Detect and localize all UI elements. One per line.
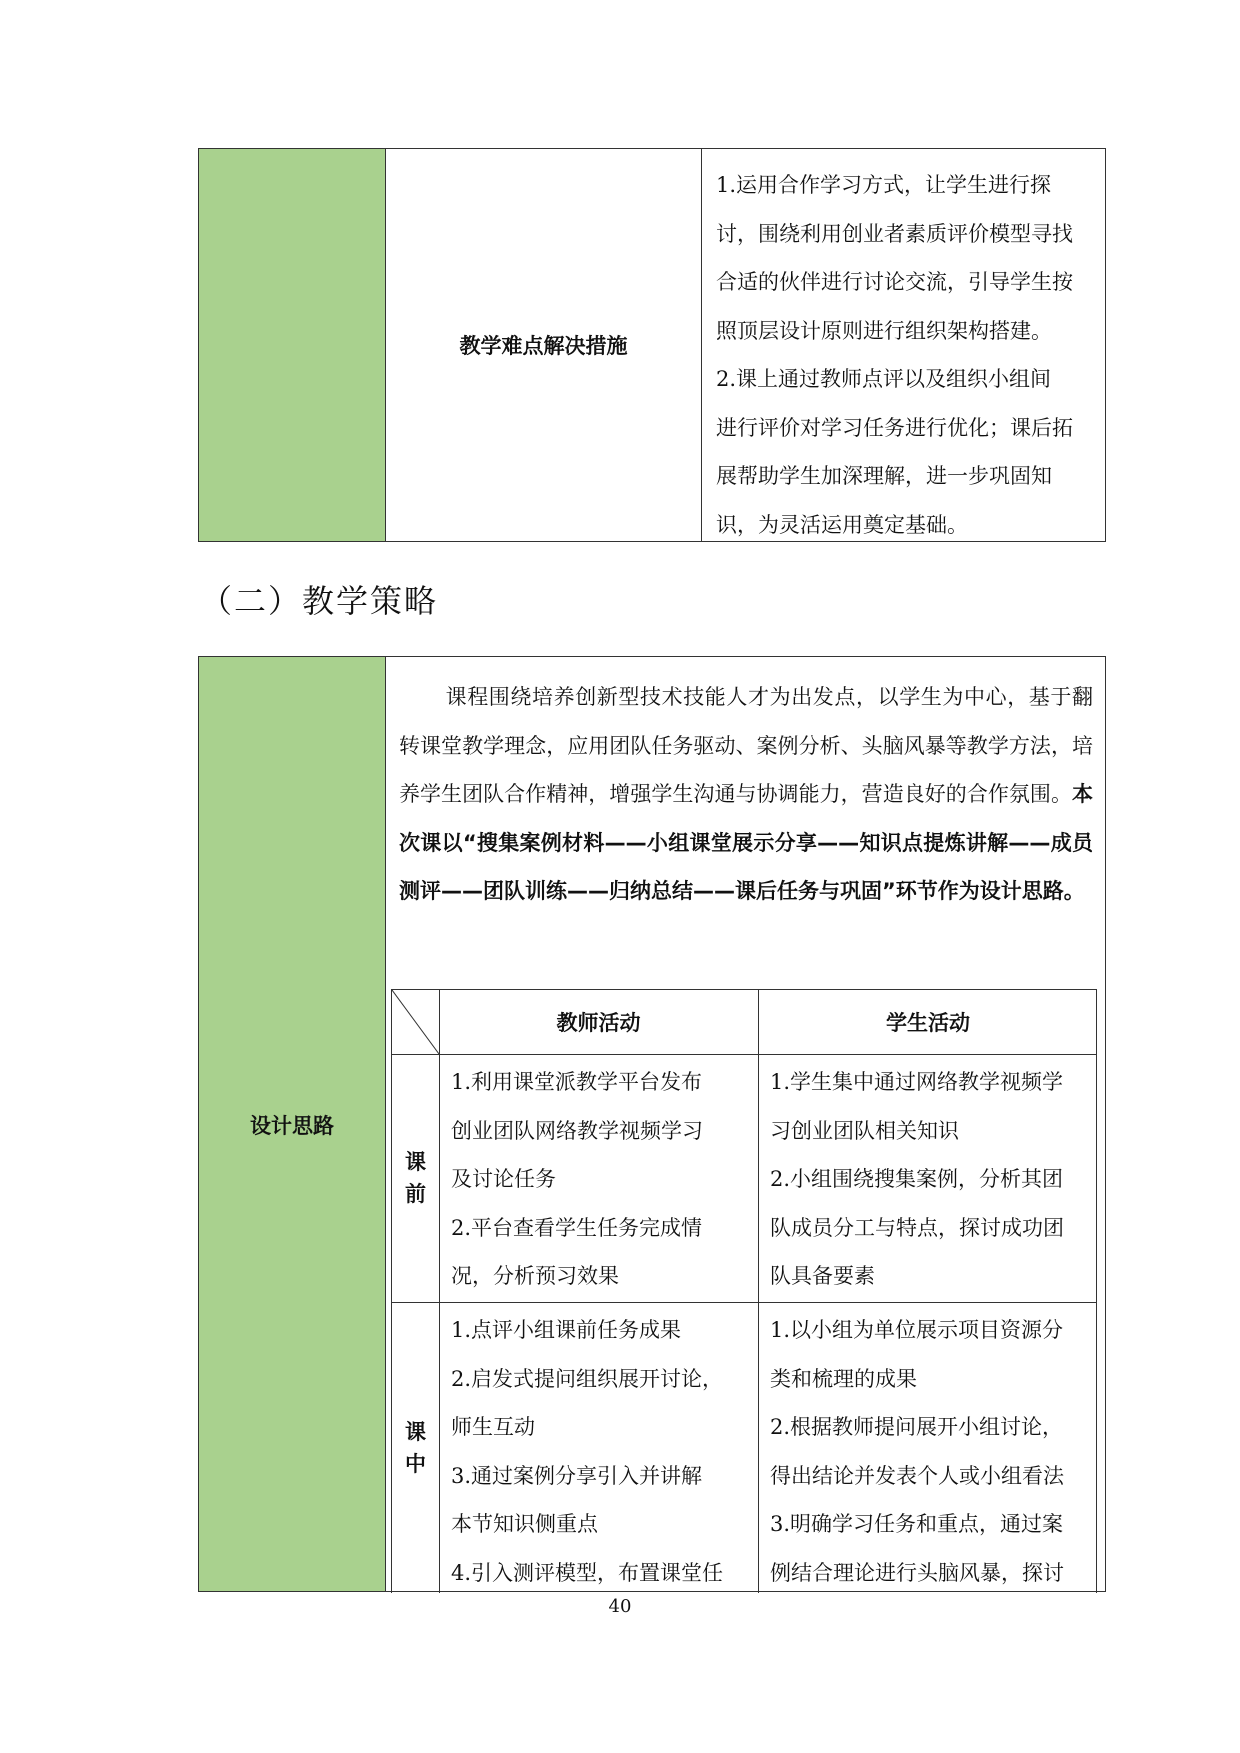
in-class-teacher-cell bbox=[439, 1302, 758, 1597]
text-line: 2.平台查看学生任务完成情 bbox=[451, 1215, 703, 1240]
pre-class-student-cell bbox=[758, 1054, 1098, 1301]
intro-plain-text: 课程围绕培养创新型技术技能人才为出发点，以学生为中心，基于翻转课堂教学理念，应用团队任务驱动、案例分析、头脑风暴等教学方法，培养学生团队合作精神，增强学生沟通与协调能力，营造良好的合作氛围。 bbox=[399, 685, 1093, 806]
text-line: 讨，围绕利用创业者素质评价模型寻找 bbox=[716, 221, 1073, 246]
text-line: 展帮助学生加深理解，进一步巩固知 bbox=[716, 464, 1052, 488]
table-bottom-border bbox=[198, 1591, 1106, 1592]
green-label-column bbox=[199, 149, 386, 541]
text-line: 习创业团队相关知识 bbox=[770, 1118, 959, 1143]
design-idea-label-text: 设计思路 bbox=[250, 1113, 334, 1138]
text-line: 本节知识侧重点 bbox=[451, 1512, 598, 1536]
text-line: 2.启发式提问组织展开讨论， bbox=[451, 1366, 724, 1391]
text-line: 4.引入测评模型，布置课堂任 bbox=[451, 1560, 724, 1585]
text-line: 1.点评小组课前任务成果 bbox=[451, 1318, 682, 1342]
text-line: 况，分析预习效果 bbox=[451, 1264, 619, 1288]
stage-label: 课中 bbox=[405, 1420, 426, 1476]
text-line: 例结合理论进行头脑风暴，探讨 bbox=[770, 1560, 1064, 1585]
design-idea-label bbox=[199, 657, 386, 1592]
pre-class-teacher-cell bbox=[439, 1054, 758, 1301]
text-line: 2.小组围绕搜集案例，分析其团 bbox=[770, 1167, 1064, 1191]
stage-pre-class bbox=[392, 1054, 439, 1302]
difficulty-table bbox=[198, 148, 1106, 542]
stage-label: 课前 bbox=[405, 1150, 426, 1206]
design-intro-paragraph bbox=[399, 673, 1093, 916]
section-heading: （二）教学策略 bbox=[200, 582, 439, 620]
activity-table bbox=[391, 989, 1097, 1593]
text-line: 2.课上通过教师点评以及组织小组间 bbox=[716, 367, 1052, 391]
intro-bold-text: 本次课以“搜集案例材料——小组课堂展示分享——知识点提炼讲解——成员测评——团队训练——归纳总结——课后任务与巩固”环节作为设计思路。 bbox=[399, 782, 1093, 903]
text-line: 及讨论任务 bbox=[451, 1167, 556, 1191]
text-line: 3.明确学习任务和重点，通过案 bbox=[770, 1512, 1064, 1536]
text-line: 进行评价对学习任务进行优化；课后拓 bbox=[716, 415, 1073, 440]
strategy-table bbox=[198, 656, 1106, 1592]
difficulty-solution-label: 教学难点解决措施 bbox=[386, 149, 702, 541]
text-line: 队具备要素 bbox=[770, 1264, 875, 1288]
in-class-student-cell bbox=[758, 1302, 1098, 1597]
text-line: 1.利用课堂派教学平台发布 bbox=[451, 1070, 703, 1094]
text-line: 师生互动 bbox=[451, 1415, 535, 1439]
text-line: 得出结论并发表个人或小组看法 bbox=[770, 1463, 1064, 1488]
text-line: 合适的伙伴进行讨论交流，引导学生按 bbox=[716, 270, 1073, 294]
diagonal-header-cell bbox=[392, 990, 439, 1054]
text-line: 1.以小组为单位展示项目资源分 bbox=[770, 1318, 1064, 1342]
text-line: 1.运用合作学习方式，让学生进行探 bbox=[716, 173, 1052, 197]
text-line: 类和梳理的成果 bbox=[770, 1366, 917, 1391]
stage-in-class bbox=[392, 1302, 439, 1594]
text-line: 队成员分工与特点，探讨成功团 bbox=[770, 1215, 1064, 1240]
page-number: 40 bbox=[608, 1596, 632, 1617]
text-line: 创业团队网络教学视频学习 bbox=[451, 1118, 703, 1143]
text-line: 识，为灵活运用奠定基础。 bbox=[716, 512, 968, 537]
teacher-activity-header: 教师活动 bbox=[556, 1011, 641, 1035]
text-line: 2.根据教师提问展开小组讨论， bbox=[770, 1415, 1064, 1439]
student-activity-header: 学生活动 bbox=[886, 1011, 970, 1035]
text-line: 1.学生集中通过网络教学视频学 bbox=[770, 1070, 1064, 1094]
text-line: 照顶层设计原则进行组织架构搭建。 bbox=[716, 318, 1052, 343]
text-line: 3.通过案例分享引入并讲解 bbox=[451, 1463, 703, 1488]
difficulty-solution-content bbox=[702, 149, 1104, 541]
